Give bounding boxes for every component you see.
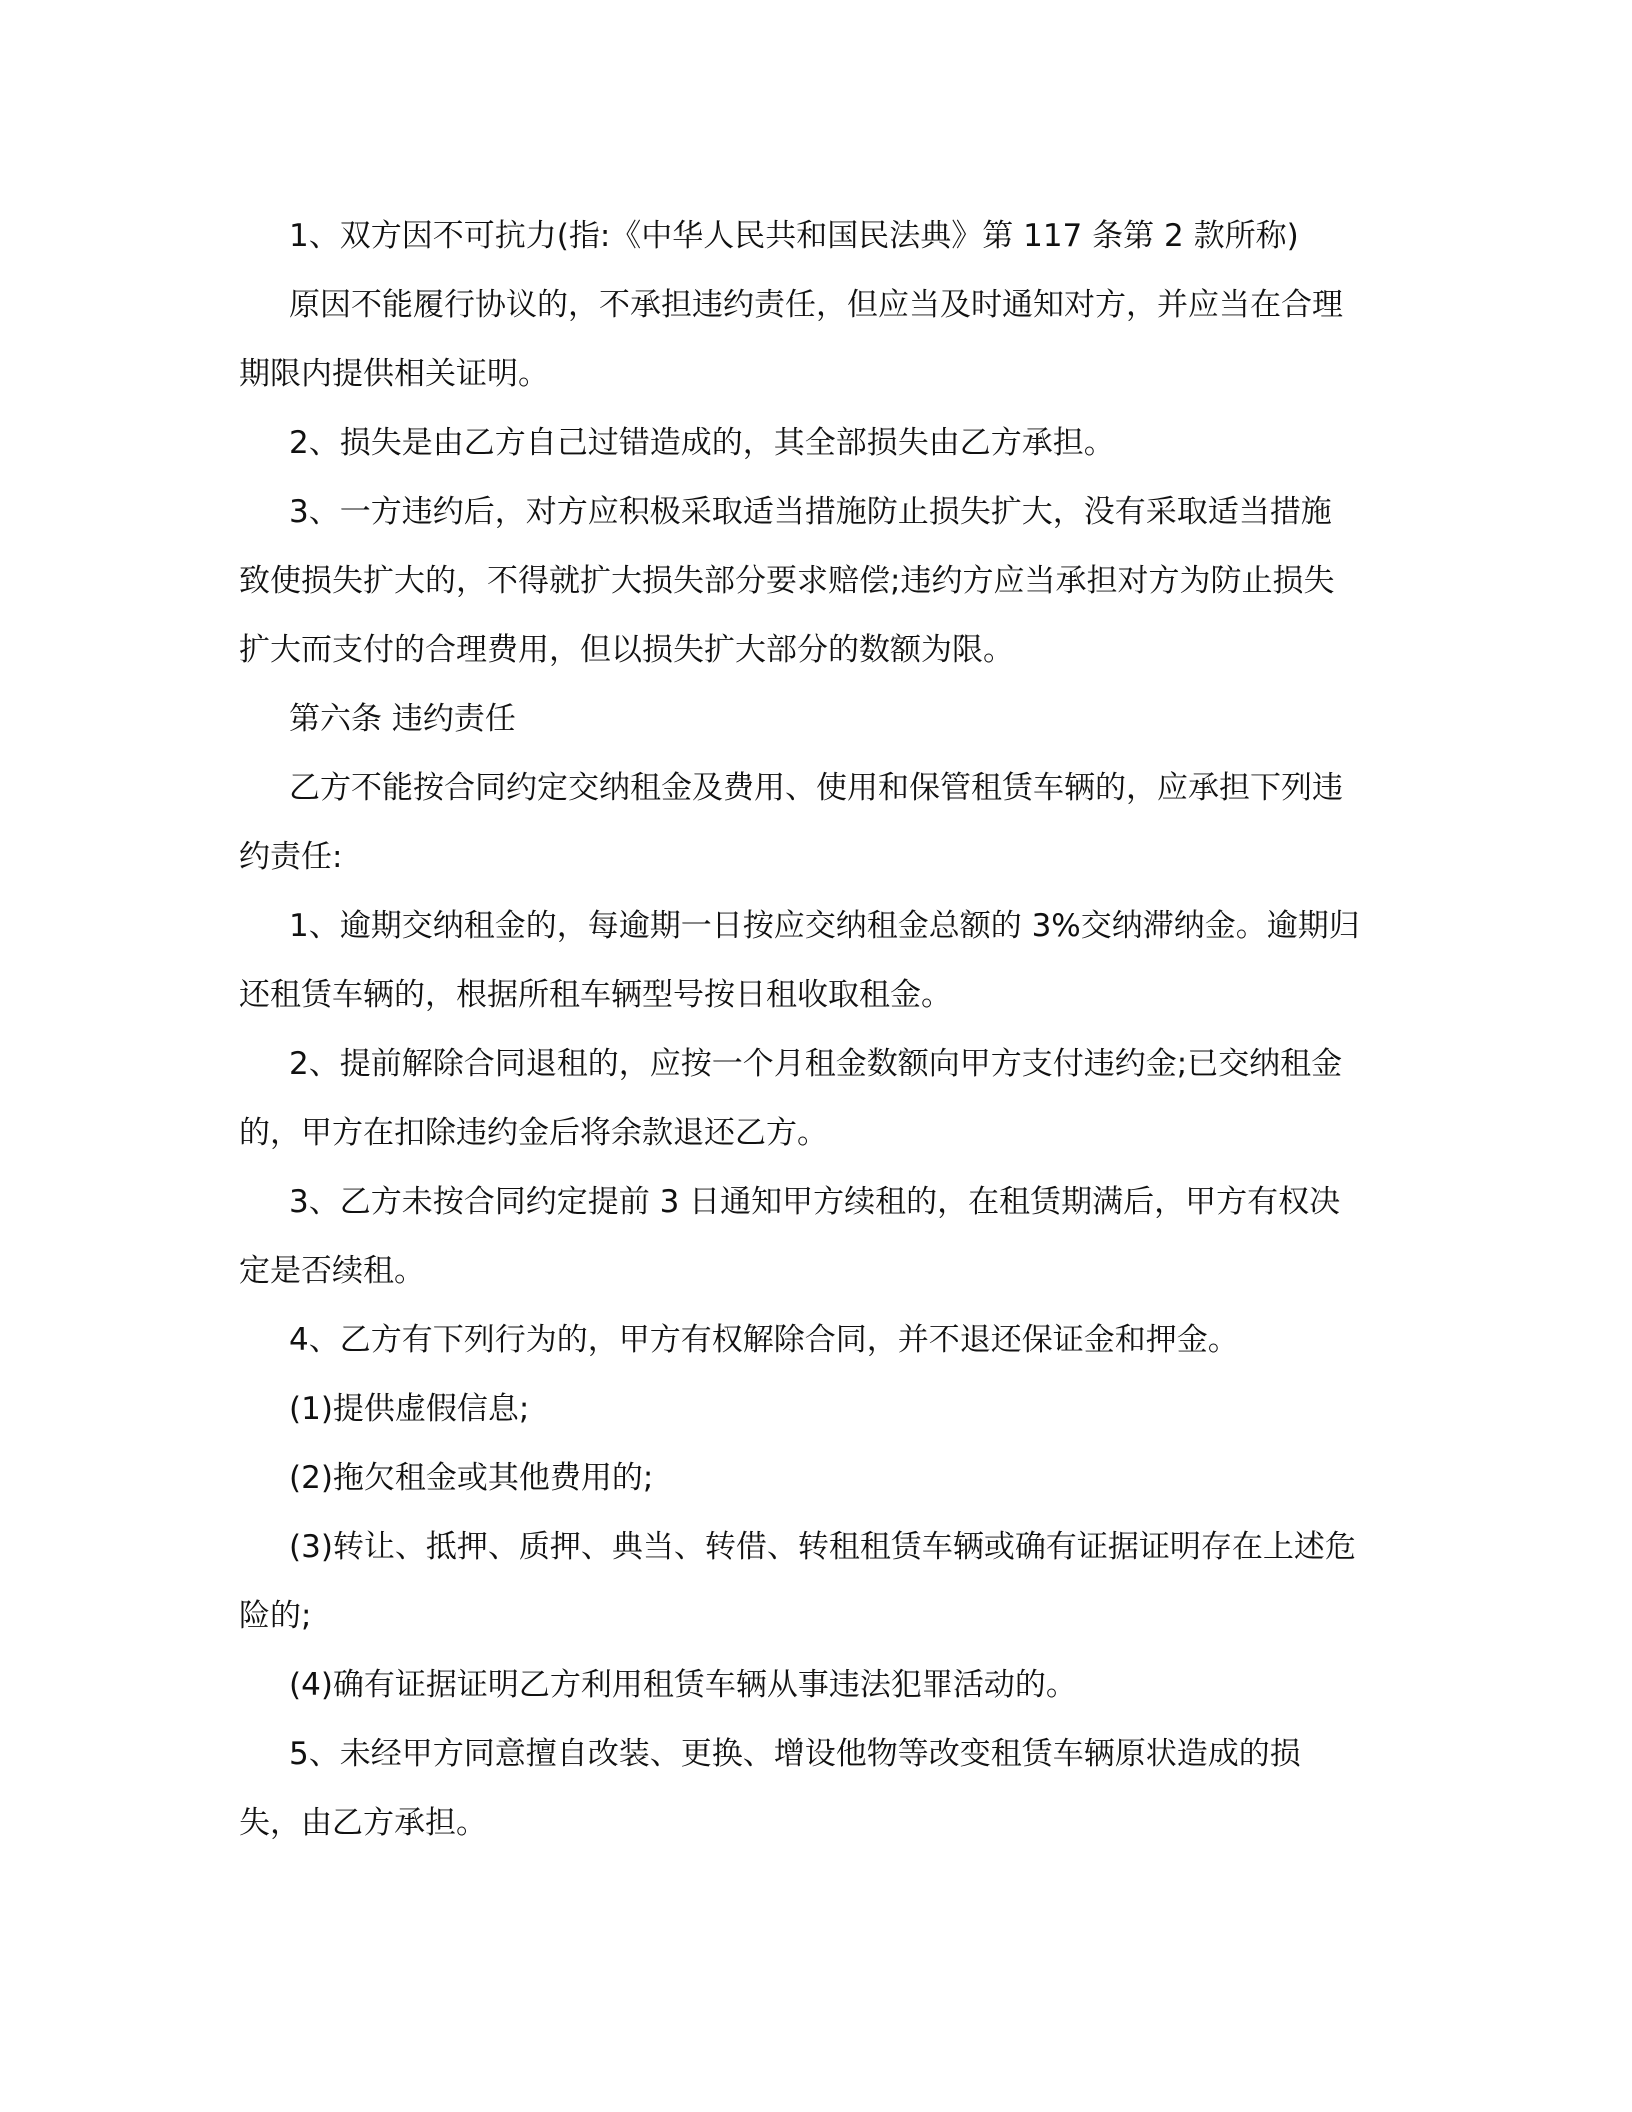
text-line: (3)转让、抵押、质押、典当、转借、转租租赁车辆或确有证据证明存在上述危	[289, 1529, 1356, 1565]
text-line: 还租赁车辆的，根据所租车辆型号按日租收取租金。	[239, 977, 952, 1013]
text-line: 险的;	[239, 1598, 312, 1634]
text-line: 约责任:	[239, 839, 343, 875]
text-line: 3、乙方未按合同约定提前 3 日通知甲方续租的，在租赁期满后，甲方有权决	[289, 1184, 1341, 1220]
text-line: 的，甲方在扣除违约金后将余款退还乙方。	[239, 1115, 828, 1151]
text-line: 3、一方违约后，对方应积极采取适当措施防止损失扩大，没有采取适当措施	[289, 494, 1332, 530]
text-line: 定是否续租。	[239, 1253, 425, 1289]
document-body	[239, 202, 1389, 1858]
section-heading: 第六条 违约责任	[289, 701, 516, 737]
text-line: (2)拖欠租金或其他费用的;	[289, 1460, 654, 1496]
text-line: 乙方不能按合同约定交纳租金及费用、使用和保管租赁车辆的，应承担下列违	[289, 770, 1343, 806]
text-line: 4、乙方有下列行为的，甲方有权解除合同，并不退还保证金和押金。	[289, 1322, 1239, 1358]
text-line: 失，由乙方承担。	[239, 1805, 487, 1841]
text-line: 致使损失扩大的，不得就扩大损失部分要求赔偿;违约方应当承担对方为防止损失	[239, 563, 1335, 599]
text-line: 5、未经甲方同意擅自改装、更换、增设他物等改变租赁车辆原状造成的损	[289, 1736, 1301, 1772]
text-line: 原因不能履行协议的，不承担违约责任，但应当及时通知对方，并应当在合理	[289, 287, 1343, 323]
text-line: (4)确有证据证明乙方利用租赁车辆从事违法犯罪活动的。	[289, 1667, 1077, 1703]
text-line: 1、逾期交纳租金的，每逾期一日按应交纳租金总额的 3%交纳滞纳金。逾期归	[289, 908, 1360, 944]
text-line: 1、双方因不可抗力(指:《中华人民共和国民法典》第 117 条第 2 款所称)	[289, 218, 1299, 254]
text-line: 2、损失是由乙方自己过错造成的，其全部损失由乙方承担。	[289, 425, 1115, 461]
text-line: (1)提供虚假信息;	[289, 1391, 530, 1427]
text-line: 2、提前解除合同退租的，应按一个月租金数额向甲方支付违约金;已交纳租金	[289, 1046, 1343, 1082]
text-line: 扩大而支付的合理费用，但以损失扩大部分的数额为限。	[239, 632, 1014, 668]
text-line: 期限内提供相关证明。	[239, 356, 549, 392]
